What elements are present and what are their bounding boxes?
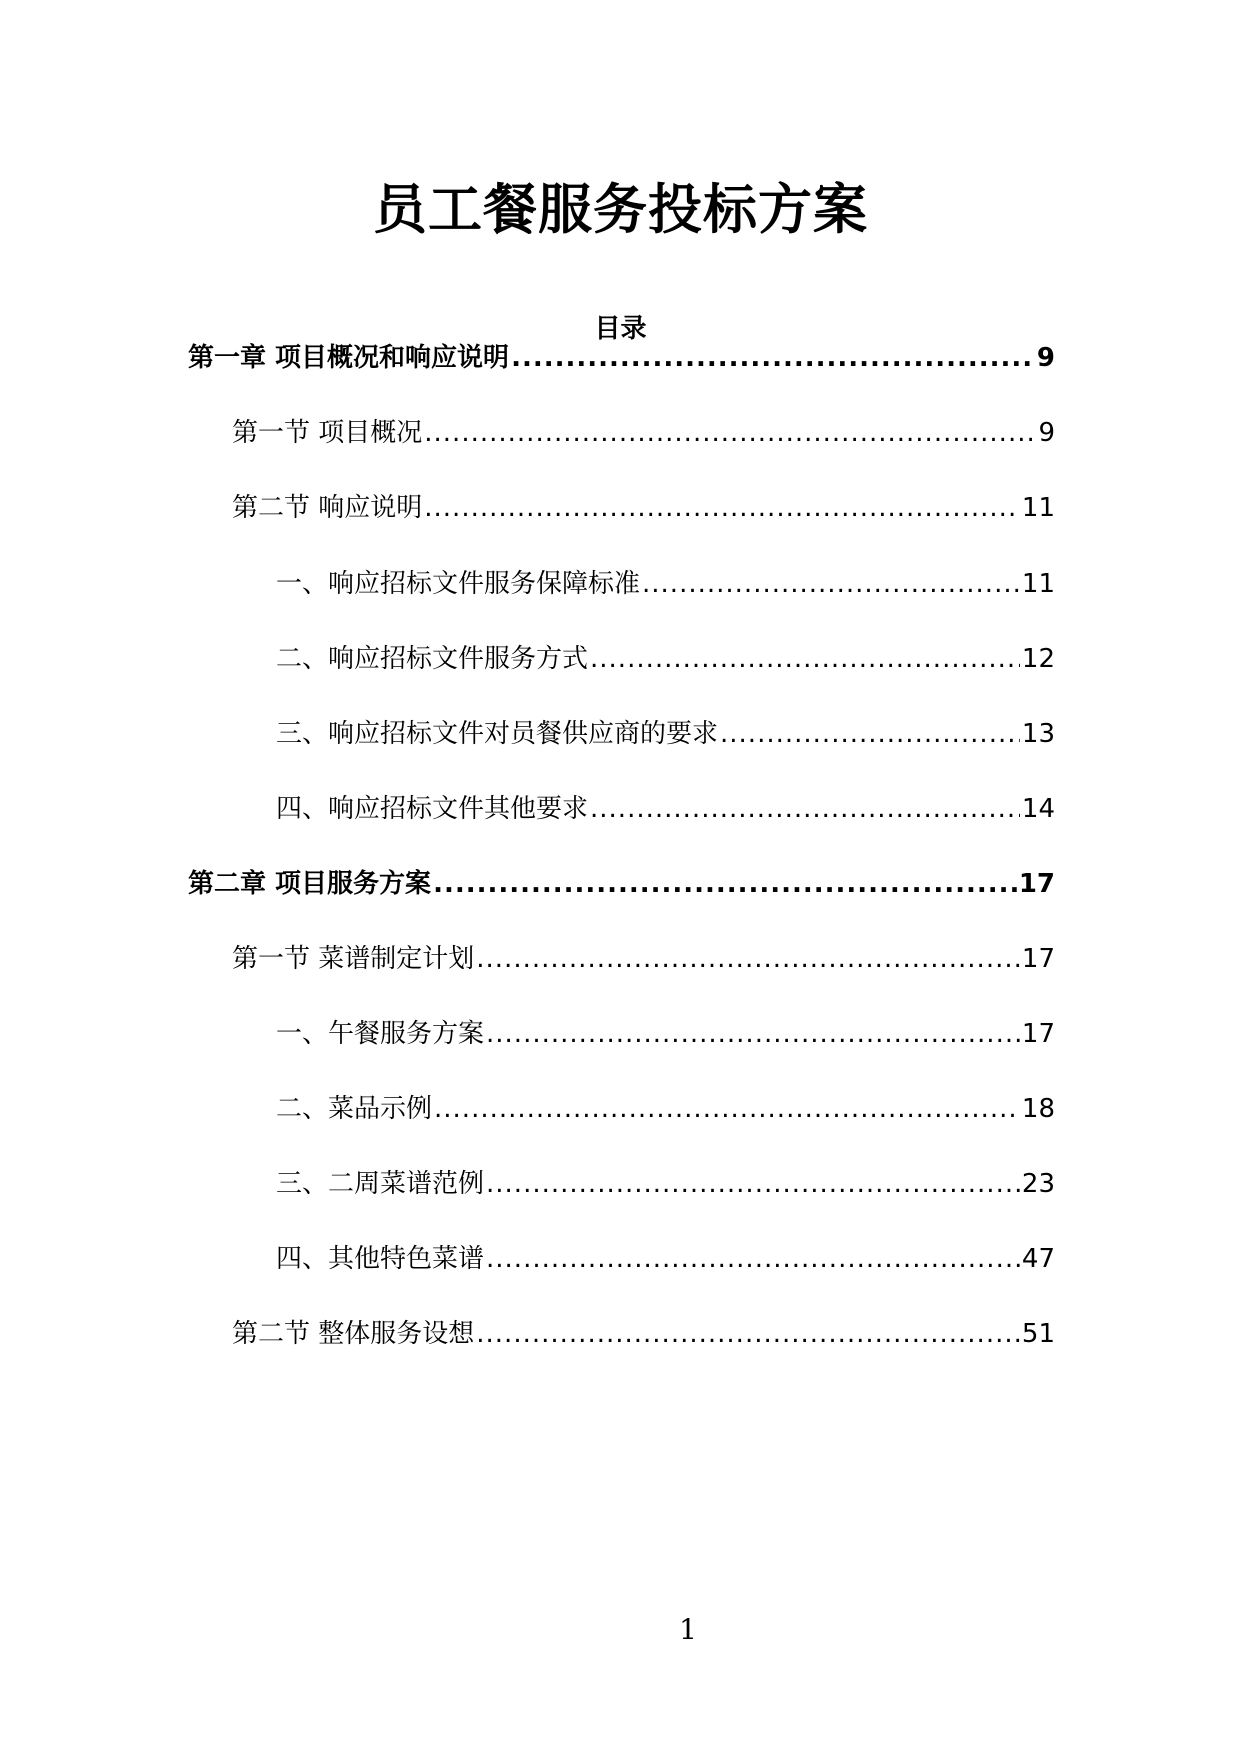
toc-entry-title: 第二节 响应说明 bbox=[232, 493, 423, 523]
toc-entry-page: 9 bbox=[1036, 343, 1055, 373]
toc-dot-leader bbox=[433, 864, 1017, 904]
toc-entry[interactable] bbox=[276, 564, 1055, 604]
toc-dot-leader bbox=[511, 338, 1035, 378]
toc-entry-title: 三、响应招标文件对员餐供应商的要求 bbox=[276, 719, 719, 749]
toc-dot-leader bbox=[434, 1089, 1020, 1129]
toc-dot-leader bbox=[476, 1314, 1020, 1354]
toc-dot-leader bbox=[720, 714, 1020, 754]
toc-entry-page: 12 bbox=[1021, 644, 1055, 674]
toc-entry-title: 第二节 整体服务设想 bbox=[232, 1319, 475, 1349]
toc-entry-page: 9 bbox=[1038, 418, 1055, 448]
table-of-contents bbox=[0, 343, 1241, 1520]
toc-dot-leader bbox=[424, 413, 1036, 453]
toc-entry-page: 11 bbox=[1021, 493, 1055, 523]
toc-entry-title: 四、响应招标文件其他要求 bbox=[276, 794, 589, 824]
toc-entry-title: 第二章 项目服务方案 bbox=[188, 869, 432, 899]
toc-dot-leader bbox=[486, 1164, 1020, 1204]
toc-entry[interactable] bbox=[276, 639, 1055, 679]
toc-entry-page: 51 bbox=[1021, 1319, 1055, 1349]
toc-entry[interactable] bbox=[232, 488, 1055, 528]
toc-entry[interactable] bbox=[276, 1089, 1055, 1129]
toc-entry-page: 14 bbox=[1021, 794, 1055, 824]
toc-entry-title: 第一节 项目概况 bbox=[232, 418, 423, 448]
toc-entry-page: 17 bbox=[1021, 1019, 1055, 1049]
toc-entry[interactable] bbox=[276, 789, 1055, 829]
toc-entry-page: 17 bbox=[1021, 944, 1055, 974]
toc-dot-leader bbox=[590, 639, 1020, 679]
toc-entry-page: 11 bbox=[1021, 569, 1055, 599]
toc-dot-leader bbox=[486, 1014, 1020, 1054]
toc-entry-title: 二、菜品示例 bbox=[276, 1094, 433, 1124]
toc-entry[interactable] bbox=[276, 1014, 1055, 1054]
toc-dot-leader bbox=[424, 488, 1020, 528]
toc-entry-page: 23 bbox=[1021, 1169, 1055, 1199]
toc-entry-title: 三、二周菜谱范例 bbox=[276, 1169, 485, 1199]
toc-entry-title: 第一节 菜谱制定计划 bbox=[232, 944, 475, 974]
toc-entry-title: 二、响应招标文件服务方式 bbox=[276, 644, 589, 674]
toc-entry-title: 一、响应招标文件服务保障标准 bbox=[276, 569, 641, 599]
toc-entry-title: 一、午餐服务方案 bbox=[276, 1019, 485, 1049]
toc-entry[interactable] bbox=[276, 1164, 1055, 1204]
toc-entry[interactable] bbox=[276, 1239, 1055, 1279]
toc-entry-title: 第一章 项目概况和响应说明 bbox=[188, 343, 510, 373]
toc-entry-title: 四、其他特色菜谱 bbox=[276, 1244, 485, 1274]
document-title: 员工餐服务投标方案 bbox=[373, 178, 868, 241]
toc-dot-leader bbox=[486, 1239, 1020, 1279]
toc-heading: 目录 bbox=[594, 314, 647, 344]
toc-entry[interactable] bbox=[232, 413, 1055, 453]
toc-entry-page: 18 bbox=[1021, 1094, 1055, 1124]
toc-entry[interactable] bbox=[232, 939, 1055, 979]
toc-entry-page: 13 bbox=[1021, 719, 1055, 749]
toc-entry-page: 47 bbox=[1021, 1244, 1055, 1274]
toc-dot-leader bbox=[590, 789, 1020, 829]
toc-entry[interactable] bbox=[188, 864, 1055, 904]
toc-entry[interactable] bbox=[188, 338, 1055, 378]
toc-entry-page: 17 bbox=[1018, 869, 1055, 899]
page-number: 1 bbox=[679, 1613, 697, 1646]
toc-dot-leader bbox=[476, 939, 1020, 979]
toc-entry[interactable] bbox=[276, 714, 1055, 754]
toc-dot-leader bbox=[642, 564, 1020, 604]
toc-entry[interactable] bbox=[232, 1314, 1055, 1354]
